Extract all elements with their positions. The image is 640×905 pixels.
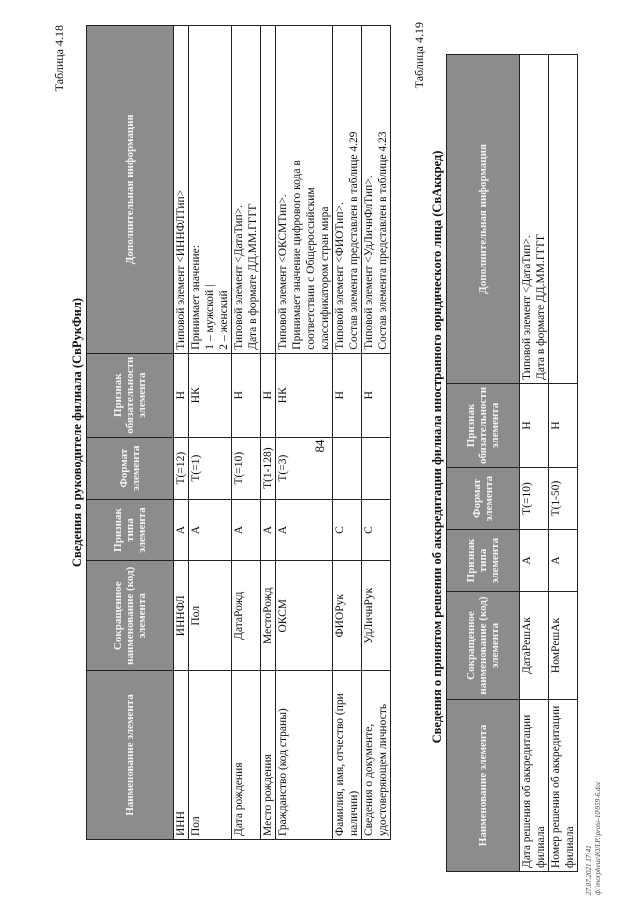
header-cell: Признак обязательности элемента [447,383,520,467]
cell-info [232,26,261,354]
cell-name: Пол [189,671,232,840]
info-line: Типовой элемент <ФИОТип>. [334,202,346,350]
header-cell: Дополнительная информация [87,26,174,354]
footer-file-path: ф:\morpheus\ЮЛ.Р.\proto-10\959-6.doc [594,781,602,895]
cell-code: ИННФЛ [174,561,189,671]
cell-format: T(=10) [520,468,549,530]
header-cell: Сокращенное наименование (код) элемента [447,592,520,700]
cell-name: Гражданство (код страны) [276,671,333,840]
cell-type: А [232,499,261,561]
table-4-18 [86,25,391,840]
info-line: Принимает значение цифрового кода в [291,160,303,350]
table-number: Таблица 4.19 [412,22,426,89]
cell-required: Н [261,353,276,437]
info-line: классификатором стран мира [319,206,331,350]
page-number: 84 [312,439,327,453]
info-line: Принимает значение: [190,245,202,350]
info-line: Типовой элемент <ДатаТип>. [233,204,245,350]
info-line: Состав элемента представлен в таблице 4.29 [348,131,360,350]
table-row [549,54,578,871]
cell-code: МестоРожд [261,561,276,671]
info-line: Типовой элемент <ИННФЛТип> [175,189,187,350]
cell-required: Н [520,383,549,467]
table-row [174,26,189,840]
cell-name: Номер решения об аккредитации филиала [549,700,578,872]
cell-type: А [174,499,189,561]
header-cell: Наименование элемента [447,700,520,872]
cell-name: Дата решения об аккредитации филиала [520,700,549,872]
cell-required: Н [333,353,362,437]
cell-type: С [362,499,391,561]
cell-info [261,26,276,354]
cell-name: Место рождения [261,671,276,840]
cell-format: T(=12) [174,437,189,499]
cell-required: Н [362,353,391,437]
cell-name: Фамилия, имя, отчество (при наличии) [333,671,362,840]
info-line: 2 – женский [218,290,230,350]
table-row [276,26,333,840]
cell-required: Н [174,353,189,437]
info-line: Типовой элемент <УдЛичнФлТип>. [363,175,375,350]
cell-required: НК [276,353,333,437]
cell-format [333,437,362,499]
table-row [520,54,549,871]
cell-info [362,26,391,354]
header-cell: Признак обязательности элемента [87,353,174,437]
cell-code: ДатаРожд [232,561,261,671]
header-cell: Формат элемента [447,468,520,530]
cell-name: ИНН [174,671,189,840]
cell-code: ФИОРук [333,561,362,671]
table-row [232,26,261,840]
cell-type: С [333,499,362,561]
header-cell: Наименование элемента [87,671,174,840]
cell-type: А [276,499,333,561]
info-line: Типовой элемент <ОКСМТип>. [277,194,289,350]
table-row [261,26,276,840]
header-cell: Дополнительная информация [447,54,520,383]
cell-info [174,26,189,354]
document-footer [585,695,603,895]
cell-type: А [520,530,549,592]
cell-info [189,26,232,354]
cell-format: T(1-50) [549,468,578,530]
cell-format [362,437,391,499]
cell-code: НомРешАк [549,592,578,700]
info-line: Типовой элемент <ДатаТип>. [521,235,533,380]
table-title: Сведения о руководителе филиала (СвРукФил) [70,297,84,568]
cell-type: А [189,499,232,561]
info-line: Дата в формате ДД.ММ.ГГГГ [535,233,547,380]
table-4-19 [446,54,578,872]
table-4-18-block [50,25,391,840]
cell-code: ДатаРешАк [520,592,549,700]
cell-required: Н [549,383,578,467]
info-line: соответствии с Общероссийским [305,187,317,350]
cell-info [276,26,333,354]
cell-name: Дата рождения [232,671,261,840]
table-row [189,26,232,840]
cell-info [520,54,549,383]
table-number: Таблица 4.18 [52,25,66,92]
header-cell: Формат элемента [87,437,174,499]
info-line: Дата в формате ДД.ММ.ГГГГ [247,203,259,350]
cell-info [333,26,362,354]
cell-format: T(1-128) [261,437,276,499]
header-cell: Признак типа элемента [87,499,174,561]
table-4-19-block [410,22,578,872]
footer-timestamp: 27.07.2021 17:41 [585,845,593,895]
cell-format: T(=10) [232,437,261,499]
cell-required: Н [232,353,261,437]
cell-required: НК [189,353,232,437]
cell-format: T(=1) [189,437,232,499]
cell-code: УдЛичнРук [362,561,391,671]
cell-code: Пол [189,561,232,671]
table-row [333,26,362,840]
cell-type: А [549,530,578,592]
header-cell: Признак типа элемента [447,530,520,592]
table-header-row [447,54,520,871]
cell-type: А [261,499,276,561]
info-line: Состав элемента представлен в таблице 4.23 [377,131,389,350]
table-row [362,26,391,840]
cell-format: T(=3) [276,437,333,499]
cell-info [549,54,578,383]
table-title: Сведения о принятом решении об аккредитации филиала иностранного юридического лица (СвАккред) [430,150,444,744]
header-cell: Сокращенное наименование (код) элемента [87,561,174,671]
table-header-row [87,26,174,840]
info-line: 1 – мужской | [204,284,216,350]
cell-code: ОКСМ [276,561,333,671]
cell-name: Сведения о документе, удостоверяющем личность [362,671,391,840]
